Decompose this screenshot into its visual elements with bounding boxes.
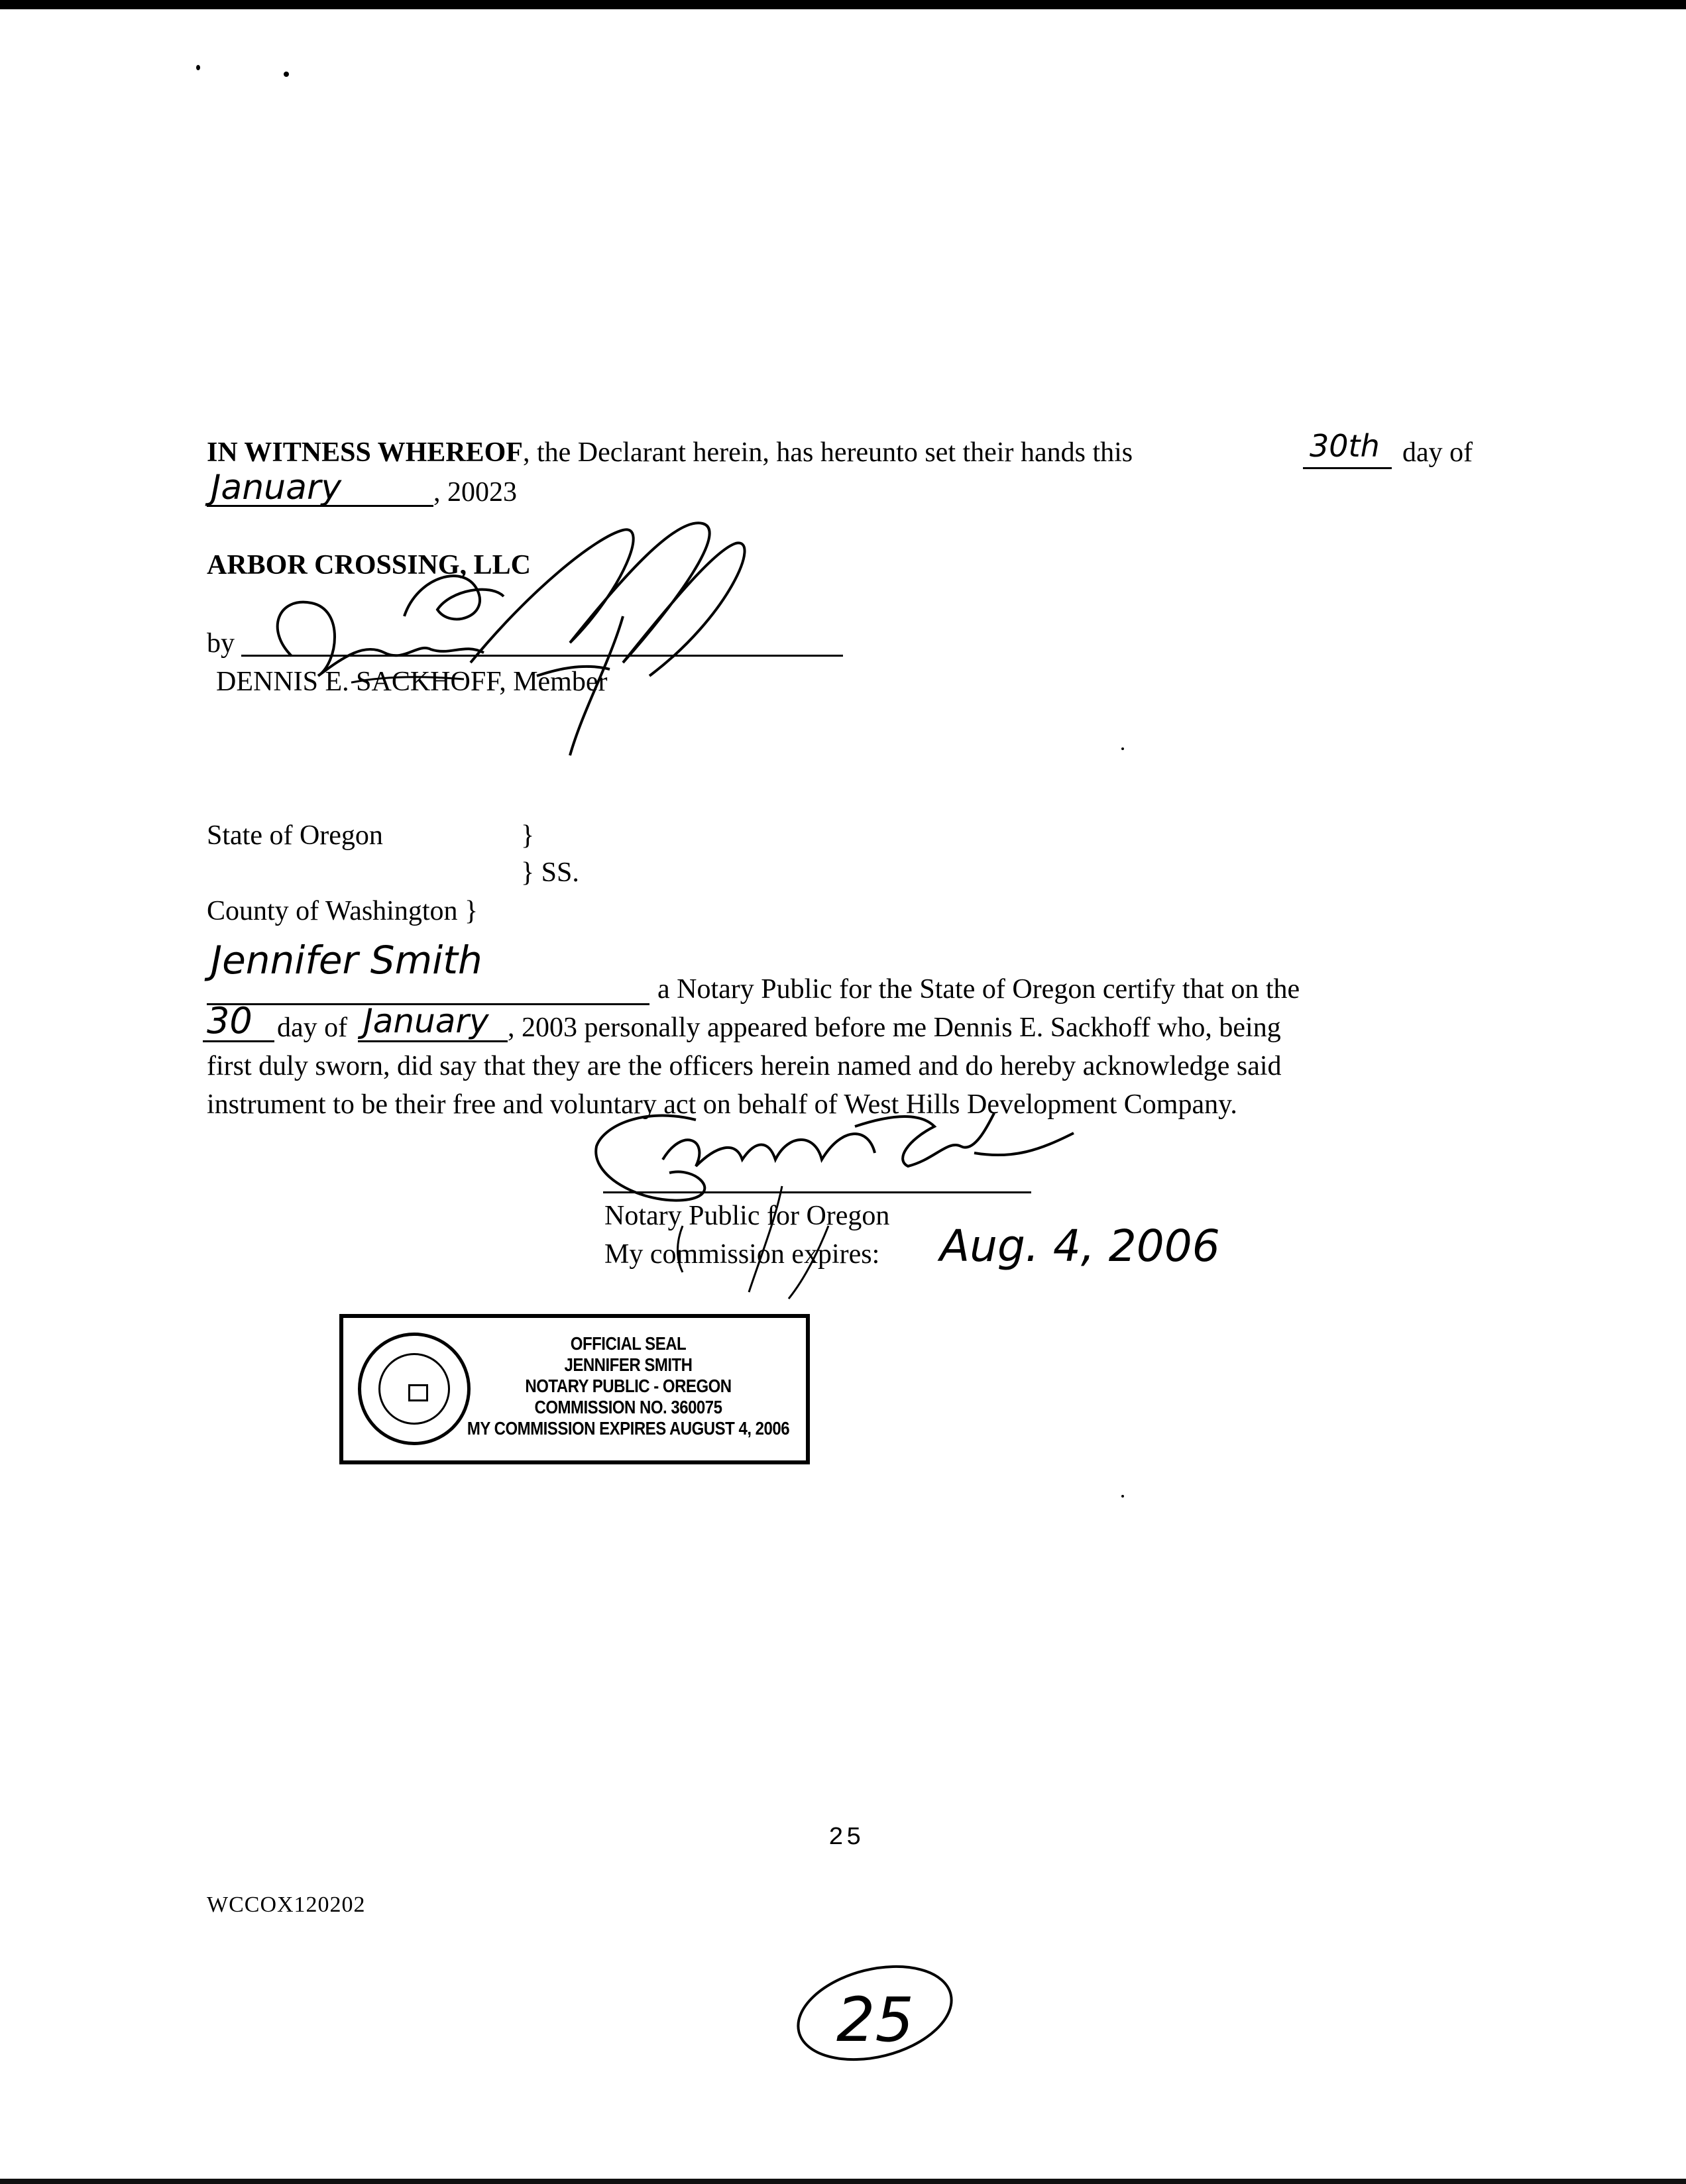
circled-page-number — [789, 1961, 961, 2074]
notary-signature-line — [603, 1191, 1031, 1193]
notary-seal-stamp — [339, 1314, 810, 1464]
witness-day-of: day of — [1402, 437, 1473, 468]
witness-day-handwritten: 30th — [1310, 428, 1380, 464]
company-signer-name: DENNIS E. SACKHOFF, Member — [216, 667, 608, 697]
seal-line-4: COMMISSION NO. 360075 — [534, 1397, 722, 1418]
scan-speck — [196, 65, 200, 70]
witness-line-1 — [207, 439, 1133, 466]
notary-day-of: day of — [277, 1012, 348, 1043]
venue-state: State of Oregon — [207, 820, 383, 851]
document-id: WCCOX120202 — [207, 1892, 366, 1917]
scan-bottom-border — [0, 2179, 1686, 2184]
notary-month-handwritten: January — [363, 1002, 489, 1040]
by-label: by — [207, 628, 235, 659]
seal-line-5: MY COMMISSION EXPIRES AUGUST 4, 2006 — [467, 1418, 790, 1439]
seal-line-2: JENNIFER SMITH — [564, 1354, 693, 1376]
witness-month-handwritten: January — [211, 468, 342, 508]
notary-day-handwritten: 30 — [207, 1000, 253, 1042]
seal-line-1: OFFICIAL SEAL — [570, 1333, 687, 1354]
venue-county: County of Washington } — [207, 896, 478, 926]
state-seal-emblem — [358, 1333, 471, 1445]
scan-speck — [1121, 1495, 1124, 1498]
notary-name-handwritten: Jennifer Smith — [211, 938, 482, 983]
notary-cert-line-1: a Notary Public for the State of Oregon certify that on the — [657, 974, 1300, 1005]
company-signature — [252, 510, 795, 762]
scan-speck — [1121, 747, 1124, 750]
witness-lead: IN WITNESS WHEREOF — [207, 437, 523, 468]
commission-date-handwritten: Aug. 4, 2006 — [940, 1221, 1220, 1272]
witness-text: , the Declarant herein, has hereunto set their hands this — [522, 437, 1133, 468]
scan-speck — [284, 72, 289, 77]
witness-year: , 20023 — [433, 477, 517, 508]
witness-month-blank — [207, 505, 433, 507]
notary-cert-line-4: instrument to be their free and voluntary act on behalf of West Hills Development Company. — [207, 1089, 1237, 1120]
notary-month-blank — [358, 1040, 508, 1042]
page-number: 25 — [828, 1824, 864, 1852]
seal-line-3: NOTARY PUBLIC - OREGON — [525, 1376, 732, 1397]
notary-title: Notary Public for Oregon — [604, 1201, 890, 1231]
notary-cert-line-3: first duly sworn, did say that they are the officers herein named and do hereby acknowledge said — [207, 1051, 1282, 1081]
notary-cert-line-2: , 2003 personally appeared before me Dennis E. Sackhoff who, being — [508, 1012, 1281, 1043]
circled-number-text: 25 — [836, 1985, 915, 2055]
witness-day-blank — [1303, 467, 1392, 469]
venue-brace-1: } — [521, 820, 535, 851]
notary-day-blank — [203, 1040, 274, 1042]
scan-top-border — [0, 0, 1686, 9]
company-name: ARBOR CROSSING, LLC — [207, 550, 531, 580]
commission-expires-label: My commission expires: — [604, 1239, 880, 1270]
venue-brace-ss: } SS. — [521, 857, 579, 888]
